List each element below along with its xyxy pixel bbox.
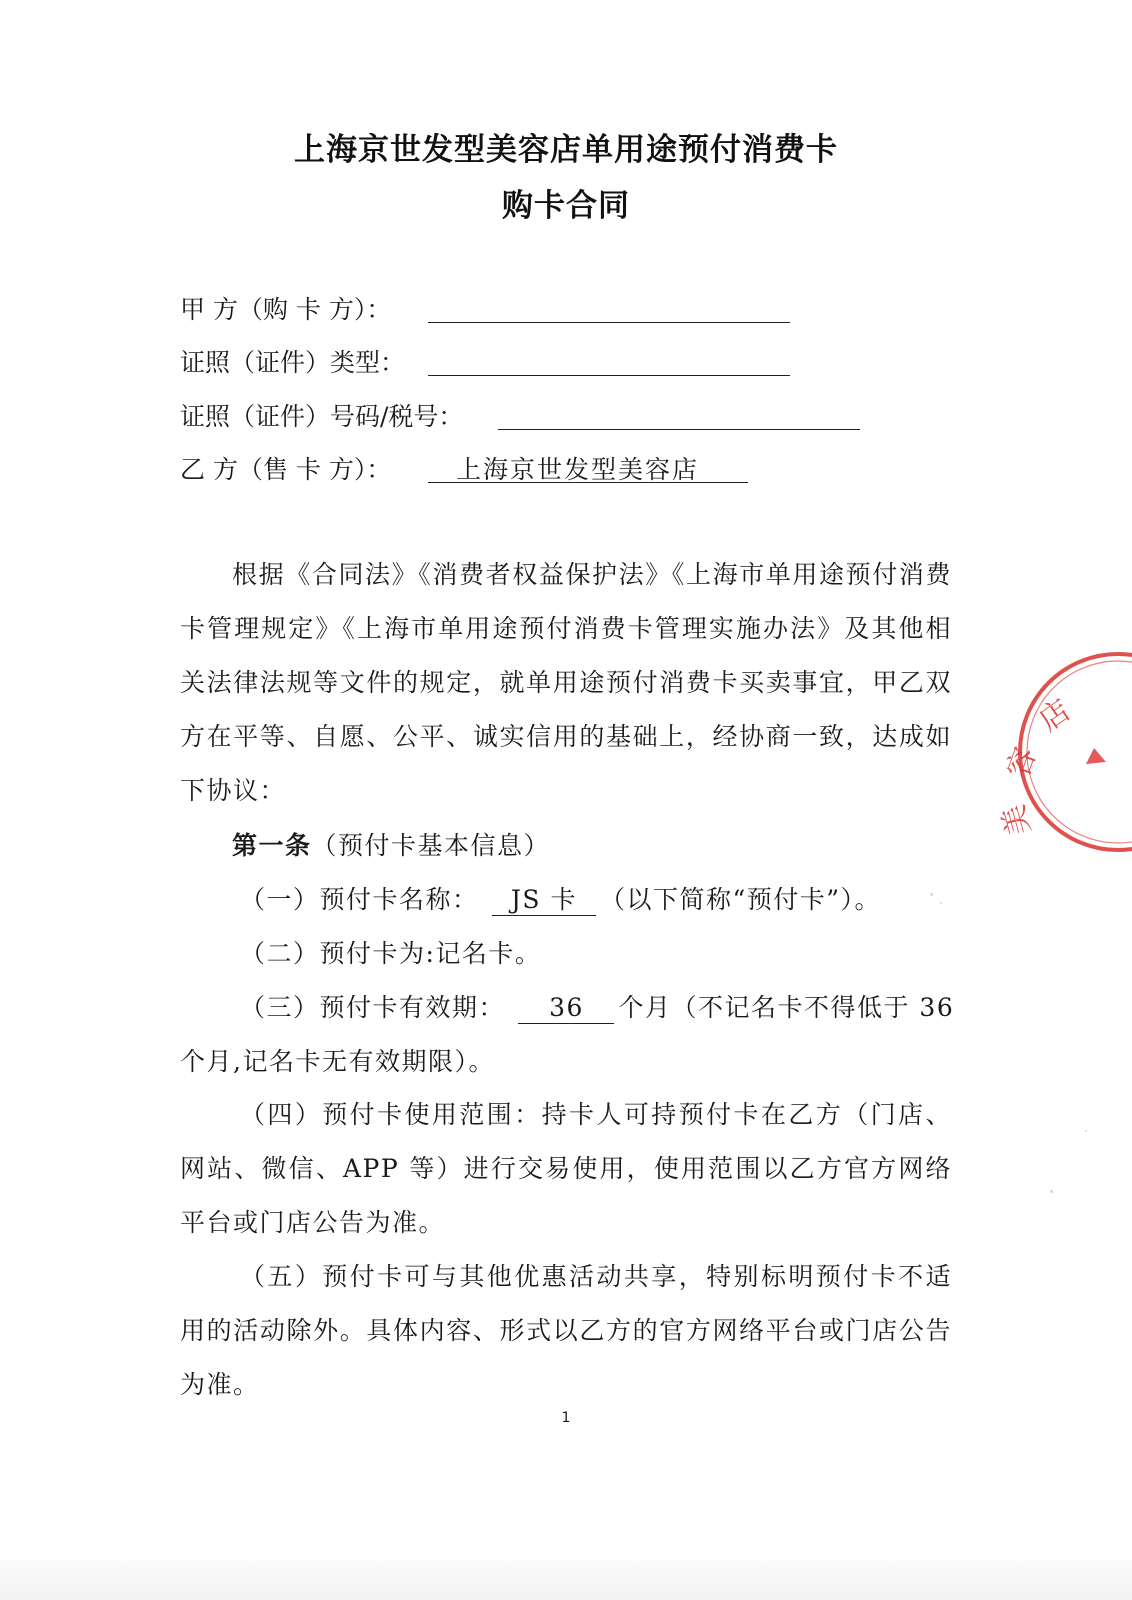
document-title: 上海京世发型美容店单用途预付消费卡 (294, 132, 838, 168)
party-b-label: 乙 方（售 卡 方）： (180, 455, 392, 484)
id-number-row (180, 397, 463, 437)
page-number: 1 (561, 1410, 571, 1426)
party-b-value: 上海京世发型美容店 (456, 455, 700, 484)
preamble-paragraph: 根据《合同法》《消费者权益保护法》《上海市单用途预付消费卡管理规定》《上海市单用途预付消费卡管理实施办法》及其他相关法律法规等文件的规定，就单用途预付消费卡买卖事宜，甲乙双方在平等、自愿、公平、诚实信用的基础上，经协商一致，达成如下协议： (180, 560, 952, 805)
company-seal-stamp (996, 640, 1132, 880)
item-1-suffix: （以下简称“预付卡”）。 (599, 885, 882, 914)
item-3-label: （三）预付卡有效期： (240, 993, 506, 1022)
item-1-label: （一）预付卡名称： (240, 885, 479, 914)
validity-months-value: 36 (518, 993, 614, 1024)
scan-speck (930, 893, 933, 896)
id-type-label: 证照（证件）类型： (180, 348, 406, 377)
article-1-number: 第一条 (232, 831, 312, 860)
party-a-row (180, 290, 391, 330)
id-type-row (180, 343, 405, 383)
article-1-heading (232, 826, 550, 862)
id-type-blank-line[interactable] (428, 375, 790, 376)
svg-text:店: 店 (1032, 692, 1078, 739)
party-b-row (180, 450, 700, 490)
scan-speck (1050, 1190, 1053, 1193)
card-name-value: JS 卡 (492, 885, 596, 916)
svg-text:容: 容 (1000, 742, 1044, 783)
scan-speck (1085, 1130, 1087, 1132)
party-a-blank-line[interactable] (428, 322, 790, 323)
item-3-suffix: 个月（不记名卡不得低于 36 (618, 993, 955, 1022)
svg-text:美: 美 (996, 800, 1038, 839)
id-number-label: 证照（证件）号码/税号： (180, 402, 464, 431)
article-1-title: （预付卡基本信息） (311, 831, 551, 860)
article-1-item-4: （四）预付卡使用范围：持卡人可持预付卡在乙方（门店、网站、微信、APP 等）进行交易使用，使用范围以乙方官方网络平台或门店公告为准。 (180, 1100, 952, 1237)
party-a-label: 甲 方（购 卡 方）： (180, 295, 392, 324)
article-1-item-5: （五）预付卡可与其他优惠活动共享，特别标明预付卡不适用的活动除外。具体内容、形式以乙方的官方网络平台或门店公告为准。 (180, 1262, 952, 1399)
article-1-item-1 (240, 880, 881, 916)
article-1-item-3 (240, 988, 954, 1024)
document-subtitle: 购卡合同 (502, 188, 630, 224)
article-1-item-2: （二）预付卡为:记名卡。 (240, 939, 542, 968)
scan-speck (940, 902, 942, 904)
scan-bottom-edge (0, 1560, 1132, 1600)
article-1-item-3-continued: 个月,记名卡无有效期限）。 (180, 1047, 495, 1076)
id-number-blank-line[interactable] (498, 429, 860, 430)
